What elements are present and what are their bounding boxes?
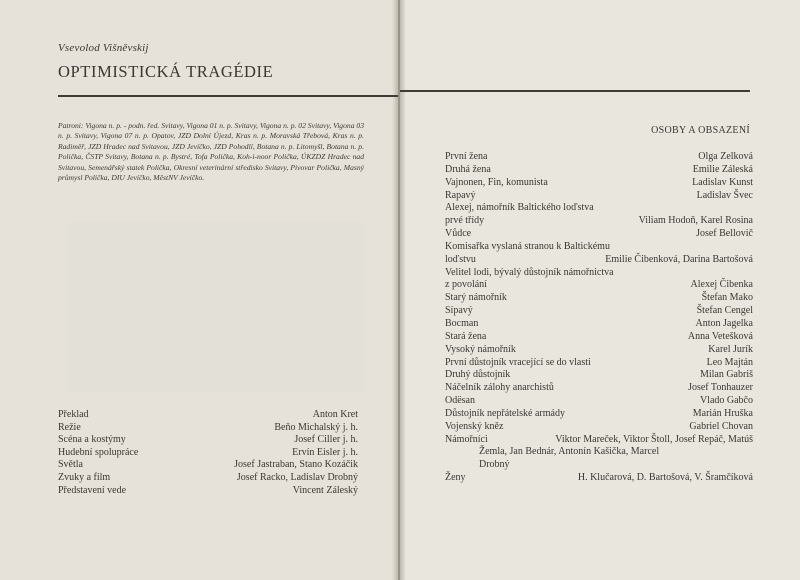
author-name: Vsevolod Višněvskij: [58, 42, 149, 54]
cast-role: První žena: [445, 151, 488, 162]
crew-name: Ervín Eisler j. h.: [292, 446, 358, 458]
cast-row: [445, 344, 753, 357]
cast-role: Ženy: [445, 472, 466, 483]
cast-actor: Ladislav Švec: [696, 189, 753, 201]
cast-row: [445, 202, 753, 215]
patrons-text: Patroni: Vigona n. p. - podn. řed. Svitavy, Vigona 01 n. p. Svitavy, Vigona n. p. 02 Svitavy, Vigona 03 n. p. Svitavy, Vigona 07 n. p. Opatov, JZD Dolní Újezd, Kras n. p. Moravská Třebová, Kras n. p. Radiměř, JZD Hradec nad Svitavou, JZD Jevíčko, JZD Pohodlí, Botana n. p. Litomyšl, Botana n. p. Polička, ČSTP Svitavy, Botana n. p. Bystré, Tofa Polička, Koh-i-noor Polička, ÚKZDZ Hradec nad Svitavou, Semenářský statek Polička, Okresní veterinární středisko Svitavy, Pivovar Polička, Masný průmysl Polička, DIU Jevíčko, MěstNV Jevíčko.: [58, 121, 364, 183]
cast-role: Vysoký námořník: [445, 343, 516, 355]
cast-actor: Ladislav Kunst: [692, 176, 753, 188]
cast-actor: Štefan Mako: [701, 292, 753, 304]
crew-role: Scéna a kostýmy: [58, 434, 126, 446]
cast-row: [445, 215, 753, 228]
play-title: OPTIMISTICKÁ TRAGÉDIE: [58, 62, 274, 81]
crew-list: [58, 409, 358, 497]
cast-actor: Olga Zelková: [698, 151, 753, 162]
crew-row: [58, 434, 358, 447]
cast-actor: Emilie Záleská: [692, 163, 753, 175]
cast-row: [445, 408, 753, 421]
cast-row: [445, 228, 753, 241]
cast-actor: Josef Bellovič: [696, 228, 753, 240]
cast-role: Druhý důstojník: [445, 369, 511, 381]
crew-row: [58, 422, 358, 435]
cast-row: [445, 190, 753, 203]
cast-actor: Viliam Hodoň, Karel Rosina: [638, 215, 753, 227]
cast-actor: Karel Jurík: [708, 343, 753, 355]
crew-name: Vincent Záleský: [292, 484, 358, 496]
cast-list: [445, 151, 753, 485]
cast-row: [445, 331, 753, 344]
cast-row: [445, 151, 753, 164]
cast-role: Druhá žena: [445, 163, 491, 175]
cast-role: loďstvu: [445, 253, 476, 265]
crew-row: [58, 409, 358, 422]
cast-row: [445, 177, 753, 190]
cast-actor: Alexej Čibenka: [690, 279, 753, 291]
cast-role: Vajnonen, Fin, komunista: [445, 176, 548, 188]
cast-actor: Marián Hruška: [692, 407, 753, 419]
crew-role: Hudební spolupráce: [58, 446, 139, 458]
crew-role: Režie: [58, 421, 81, 433]
cast-role: První důstojník vracející se do vlasti: [445, 356, 591, 368]
crew-row: [58, 459, 358, 472]
cast-role: Sípavý: [445, 305, 473, 317]
cast-actor: Milan Gabriš: [699, 369, 753, 381]
crew-row: [58, 485, 358, 498]
cast-actor: Viktor Mareček, Viktor Štoll, Josef Repáč, Matúš: [555, 433, 753, 445]
cast-row: [445, 395, 753, 408]
cast-actor: Vlado Gabčo: [699, 395, 753, 407]
title-rule-left: [58, 95, 398, 97]
crew-name: Josef Racko, Ladislav Drobný: [236, 471, 358, 483]
sailors-continued: Žemla, Jan Bednár, Antonín Kašička, Marcel: [479, 446, 660, 458]
crew-name: Beňo Michalský j. h.: [274, 421, 358, 433]
crew-role: Světla: [58, 459, 83, 471]
cast-row: [445, 421, 753, 434]
cast-role: Starý námořník: [445, 292, 507, 304]
cast-row: [445, 357, 753, 370]
cast-row: [445, 279, 753, 292]
cast-actor: Anton Jagelka: [695, 317, 753, 329]
cast-role: Stará žena: [445, 330, 487, 342]
cast-row: [445, 254, 753, 267]
cast-role: Velitel lodi, bývalý důstojník námořnictva: [445, 266, 614, 278]
cast-role: Alexej, námořník Baltického loďstva: [445, 202, 594, 214]
cast-role: Komisařka vyslaná stranou k Baltickému: [445, 240, 610, 252]
cast-role: Bocman: [445, 317, 479, 329]
crew-name: Josef Jastraban, Stano Kozáčik: [234, 459, 358, 471]
cast-row: [445, 472, 753, 485]
crew-row: [58, 447, 358, 460]
cast-row: [445, 292, 753, 305]
cast-row: [445, 382, 753, 395]
crew-role: Zvuky a film: [58, 471, 111, 483]
cast-row: [445, 164, 753, 177]
cast-row: [445, 241, 753, 254]
cast-heading: OSOBY A OBSAZENÍ: [651, 125, 750, 136]
cast-role: Vojenský kněz: [445, 420, 504, 432]
cast-row: [445, 434, 753, 447]
cast-role: prvé třídy: [445, 215, 485, 227]
cast-role: Důstojník nepřátelské armády: [445, 407, 565, 419]
cast-role: z povolání: [445, 279, 487, 291]
cast-role: Náčelník zálohy anarchistů: [445, 382, 554, 394]
cast-row: [445, 369, 753, 382]
cast-actor: Gabriel Chovan: [689, 420, 753, 432]
crew-role: Překlad: [58, 409, 89, 420]
cast-role: Rapavý: [445, 189, 476, 201]
cast-actor: Josef Tonhauzer: [688, 382, 753, 394]
cast-actor: H. Klučarová, D. Bartošová, V. Šramčíková: [577, 472, 753, 483]
title-rule-right: [400, 90, 750, 92]
crew-row: [58, 472, 358, 485]
cast-row: [445, 267, 753, 280]
book-gutter: [392, 0, 406, 580]
crew-name: Josef Ciller j. h.: [294, 434, 358, 446]
cast-actor: Leo Majtán: [706, 356, 753, 368]
cast-row: [445, 318, 753, 331]
cast-actor: Anna Vetešková: [687, 330, 753, 342]
faded-photo-area: [68, 222, 364, 392]
crew-name: Anton Kret: [312, 409, 358, 420]
crew-role: Představení vede: [58, 484, 127, 496]
sailors-continued: Drobný: [479, 459, 510, 471]
cast-role: Vůdce: [445, 228, 472, 240]
cast-role: Odësan: [445, 395, 475, 407]
cast-row: [445, 305, 753, 318]
cast-role: Námořníci: [445, 433, 488, 445]
cast-actor: Emilie Čibenková, Darina Bartošová: [605, 253, 753, 265]
cast-actor: Štefan Cengel: [696, 305, 753, 317]
